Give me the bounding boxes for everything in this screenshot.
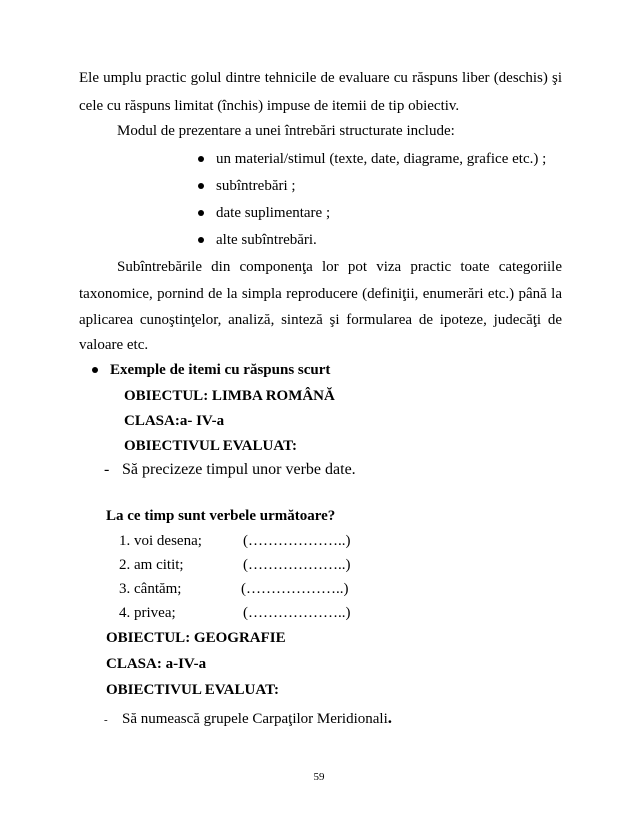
bullet-dot-icon xyxy=(198,183,204,189)
bullet-text: subîntrebări ; xyxy=(216,178,296,194)
ex2-objective-text: Să numească grupele Carpaţilor Meridionali xyxy=(122,711,388,727)
ex1-item xyxy=(119,603,351,623)
bullet-dot-icon xyxy=(198,156,204,162)
ex2-objective xyxy=(104,708,392,730)
ex1-item xyxy=(119,555,351,575)
bullet-dot-icon xyxy=(198,237,204,243)
bullet-dot-icon xyxy=(198,210,204,216)
ex2-class: CLASA: a-IV-a xyxy=(106,656,207,672)
intro-line-3: Modul de prezentare a unei întrebări structurate include: xyxy=(117,123,455,139)
ex1-subject: OBIECTUL: LIMBA ROMÂNĂ xyxy=(124,388,335,404)
ex1-item xyxy=(119,579,349,599)
section-title xyxy=(92,360,330,380)
dash-marker: - xyxy=(104,461,110,478)
ex2-subject: OBIECTUL: GEOGRAFIE xyxy=(106,630,286,646)
ex1-class: CLASA:a- IV-a xyxy=(124,413,225,429)
ex1-item-blank: (………………..) xyxy=(243,605,351,621)
ex1-objective-text: Să precizeze timpul unor verbe date. xyxy=(122,461,356,478)
ex2-objective-label: OBIECTIVUL EVALUAT: xyxy=(106,682,279,698)
ex1-objective xyxy=(104,460,356,480)
para2-line-2: taxonomice, pornind de la simpla reproducere (definiţii, enumerări etc.) până la xyxy=(79,286,562,302)
intro-line-1: Ele umplu practic golul dintre tehnicile de evaluare cu răspuns liber (deschis) şi xyxy=(79,70,562,86)
ex1-question: La ce timp sunt verbele următoare? xyxy=(106,508,336,524)
section-title-text: Exemple de itemi cu răspuns scurt xyxy=(110,362,331,378)
bullet-text: alte subîntrebări. xyxy=(216,232,317,248)
bullet-dot-icon xyxy=(92,367,98,373)
para2-line-4: valoare etc. xyxy=(79,337,149,353)
ex1-item-text: 2. am citit; xyxy=(119,557,184,573)
bullet-item xyxy=(198,203,330,223)
ex1-item-text: 3. cântăm; xyxy=(119,581,182,597)
para2-line-3: aplicarea cunoştinţelor, analiză, sinteză şi formularea de ipoteze, judecăţi de xyxy=(79,312,562,328)
bullet-text: un material/stimul (texte, date, diagrame, grafice etc.) ; xyxy=(216,151,547,167)
bullet-item xyxy=(198,176,296,196)
para2-line-1: Subîntrebările din componenţa lor pot viza practic toate categoriile xyxy=(117,259,562,275)
ex2-objective-period: . xyxy=(387,708,392,727)
bullet-item xyxy=(198,230,317,250)
page-number: 59 xyxy=(313,771,325,783)
dash-marker: - xyxy=(104,714,108,726)
ex1-item-blank: (………………..) xyxy=(243,533,351,549)
bullet-text: date suplimentare ; xyxy=(216,205,331,221)
ex1-item-blank: (………………..) xyxy=(243,557,351,573)
ex1-item-text: 4. privea; xyxy=(119,605,176,621)
ex1-item xyxy=(119,531,351,551)
bullet-item xyxy=(198,149,546,169)
ex1-objective-label: OBIECTIVUL EVALUAT: xyxy=(124,438,297,454)
ex1-item-blank: (………………..) xyxy=(241,581,349,597)
ex1-item-text: 1. voi desena; xyxy=(119,533,202,549)
intro-line-2: cele cu răspuns limitat (închis) impuse de itemii de tip obiectiv. xyxy=(79,98,460,114)
